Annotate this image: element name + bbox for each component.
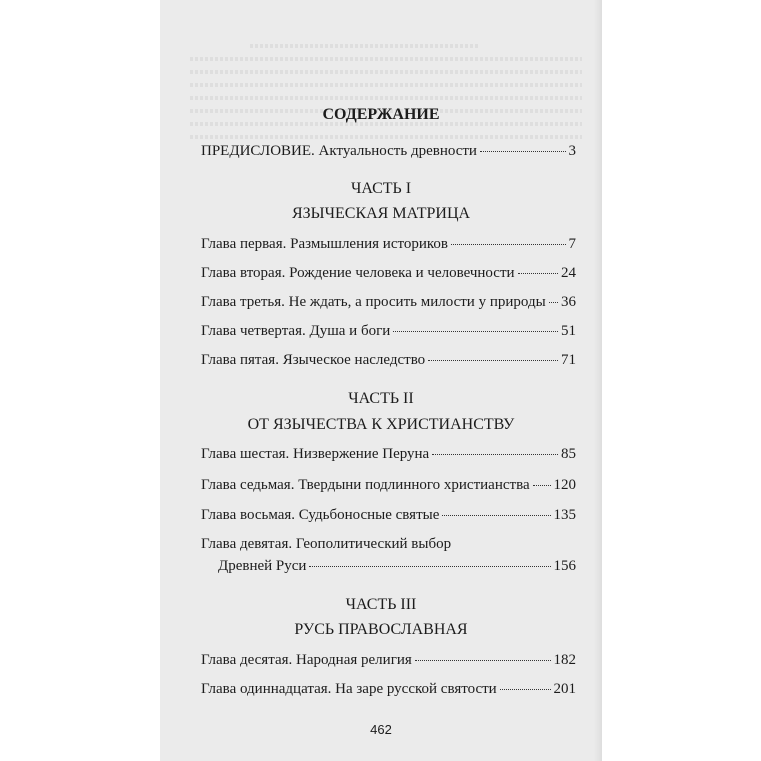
toc-entry-chapter-1 xyxy=(201,236,576,253)
entry-title: Глава четвертая. Душа и боги xyxy=(201,323,391,339)
entry-title: Глава пятая. Языческое наследство xyxy=(201,352,426,368)
entry-page: 182 xyxy=(553,652,576,668)
leader-dots xyxy=(549,302,558,303)
entry-title: Глава восьмая. Судьбоносные святые xyxy=(201,507,440,523)
leader-dots xyxy=(480,151,566,152)
toc-entry-chapter-2 xyxy=(201,265,576,282)
toc-entry-chapter-3 xyxy=(201,294,576,311)
entry-page: 71 xyxy=(561,352,576,368)
toc-entry-chapter-9-line1: Глава девятая. Геополитический выбор xyxy=(201,536,452,552)
entry-page: 36 xyxy=(561,294,576,310)
toc-entry-chapter-10 xyxy=(201,652,576,669)
toc-entry-chapter-9 xyxy=(218,558,576,575)
part-2-title: ОТ ЯЗЫЧЕСТВА К ХРИСТИАНСТВУ xyxy=(247,416,515,433)
part-1-title: ЯЗЫЧЕСКАЯ МАТРИЦА xyxy=(291,205,471,222)
toc-entry-chapter-4 xyxy=(201,323,576,340)
leader-dots xyxy=(393,331,558,332)
leader-dots xyxy=(415,660,551,661)
show-through-text xyxy=(190,36,582,148)
entry-title: Глава десятая. Народная религия xyxy=(201,652,412,668)
part-1-label: ЧАСТЬ I xyxy=(350,180,412,197)
part-3-title: РУСЬ ПРАВОСЛАВНАЯ xyxy=(294,621,468,638)
entry-page: 3 xyxy=(568,143,576,159)
entry-title: Глава вторая. Рождение человека и человечности xyxy=(201,265,515,281)
entry-page: 51 xyxy=(561,323,576,339)
leader-dots xyxy=(500,689,551,690)
book-page xyxy=(160,0,602,761)
entry-page: 24 xyxy=(561,265,576,281)
leader-dots xyxy=(451,244,566,245)
page-number: 462 xyxy=(370,722,392,737)
toc-entry-preface xyxy=(201,143,576,160)
toc-entry-chapter-11 xyxy=(201,681,576,698)
entry-page: 135 xyxy=(553,507,576,523)
entry-page: 156 xyxy=(553,558,576,574)
leader-dots xyxy=(432,454,558,455)
entry-page: 120 xyxy=(553,477,576,493)
toc-entry-chapter-5 xyxy=(201,352,576,369)
entry-title: Глава первая. Размышления историков xyxy=(201,236,448,252)
entry-page: 201 xyxy=(553,681,576,697)
entry-title: Глава третья. Не ждать, а просить милости у природы xyxy=(201,294,546,310)
part-3-label: ЧАСТЬ III xyxy=(345,596,417,613)
leader-dots xyxy=(442,515,550,516)
entry-title: ПРЕДИСЛОВИЕ. Актуальность древности xyxy=(201,143,477,159)
entry-title: Глава седьмая. Твердыни подлинного христианства xyxy=(201,477,530,493)
part-2-label: ЧАСТЬ II xyxy=(348,390,414,407)
toc-entry-chapter-6 xyxy=(201,446,576,463)
leader-dots xyxy=(309,566,550,567)
leader-dots xyxy=(518,273,558,274)
entry-title: Глава одиннадцатая. На заре русской святости xyxy=(201,681,497,697)
toc-entry-chapter-8 xyxy=(201,507,576,524)
entry-title: Древней Руси xyxy=(218,558,307,574)
entry-title: Глава шестая. Низвержение Перуна xyxy=(201,446,430,462)
toc-entry-chapter-7 xyxy=(201,477,576,494)
entry-page: 7 xyxy=(568,236,576,252)
leader-dots xyxy=(428,360,558,361)
toc-title: СОДЕРЖАНИЕ xyxy=(322,106,440,123)
leader-dots xyxy=(533,485,551,486)
entry-page: 85 xyxy=(561,446,576,462)
